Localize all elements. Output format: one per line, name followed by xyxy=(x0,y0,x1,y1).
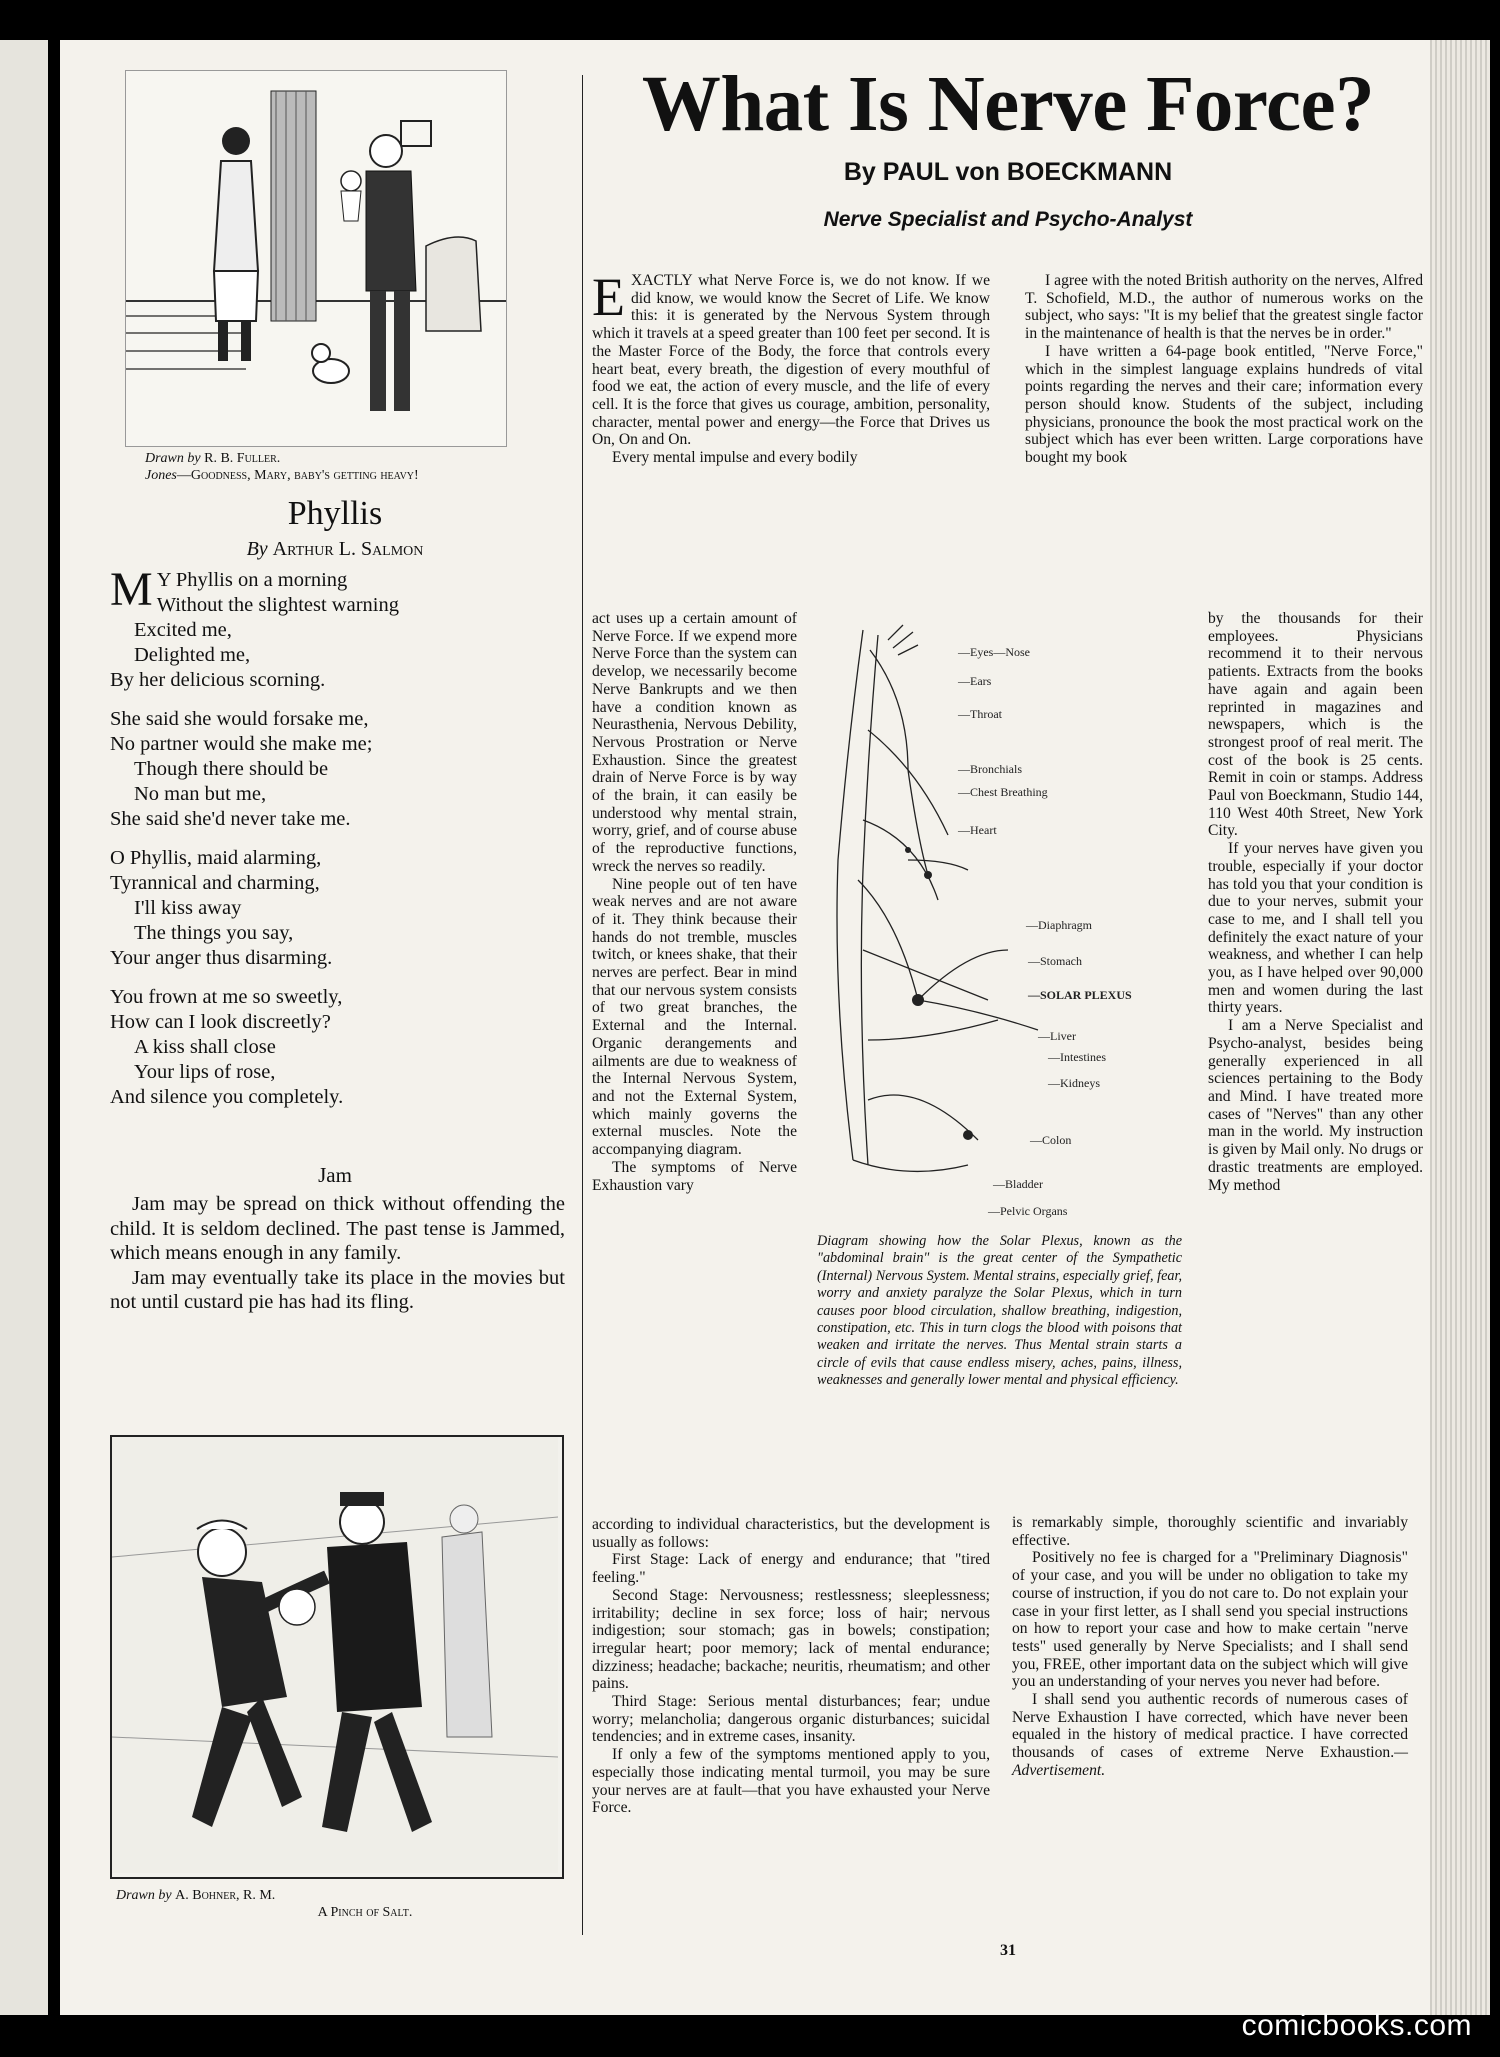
poem-stanza xyxy=(110,846,570,971)
poem-line: Your anger thus disarming. xyxy=(110,947,333,969)
diagram-label: —Bronchials xyxy=(958,762,1022,776)
site-watermark: comicbooks.com xyxy=(1241,2009,1472,2042)
poem-line: She said she would forsake me, xyxy=(110,708,369,730)
poem-line: Y Phyllis on a morning xyxy=(156,569,348,591)
article-paragraph: according to individual characteristics, but the development is usually as follows: xyxy=(592,1516,990,1551)
poem-line: A kiss shall close xyxy=(134,1036,276,1058)
page-number: 31 xyxy=(1000,1942,1016,1959)
poem-line: I'll kiss away xyxy=(134,897,242,919)
poem-line: Without the slightest warning xyxy=(156,594,399,616)
diagram-label: —SOLAR PLEXUS xyxy=(1028,988,1132,1002)
diagram-caption: Diagram showing how the Solar Plexus, known as the "abdominal brain" is the great center of the Sympathetic (Internal) Nervous System. Mental strains, especially grief, fear, worry and anxiety paralyze the Solar Plexus, which in turn causes poor blood circulation, shallow breathing, indigestion, constipation, etc. This in turn clogs the blood with poisons that weaken and irritate the nerves. Thus Mental strain starts a circle of evils that cause endless misery, aches, pains, illness, weaknesses and generally lower mental and physical efficiency. xyxy=(817,1233,1182,1389)
article-column-2-narrow xyxy=(1208,610,1423,1194)
magazine-page xyxy=(60,40,1430,2015)
jam-title: Jam xyxy=(318,1163,352,1187)
poem-line: How can I look discreetly? xyxy=(110,1011,331,1033)
article-paragraph: Second Stage: Nervousness; restlessness; sleeplessness; irritability; decline in sex force; loss of hair; nervous indigestion; sour stomach; gas in bowels; constipation; irregular heart; poor memory; lack of mental endurance; dizziness; headache; backache; neuritis, rheumatism; and other pains. xyxy=(592,1586,990,1693)
article-paragraph: The symptoms of Nerve Exhaustion vary xyxy=(592,1158,797,1194)
diagram-label: —Throat xyxy=(958,707,1002,721)
credit-prefix: Drawn by xyxy=(116,1888,172,1903)
poem-line: Your lips of rose, xyxy=(134,1061,276,1083)
article-paragraph: Nine people out of ten have weak nerves and are not aware of it. They think because their hands do not tremble, muscles twitch, or knees shake, that their nerves are perfect. Bear in mind that our nervous system consists of two great branches, the External and the Internal. Organic derangements and ailments are due to weakness of the Internal Nervous System, and not the External System, which mainly governs the external muscles. Note the accompanying diagram. xyxy=(592,875,797,1159)
article-column-1-bottom xyxy=(592,1516,990,1817)
nervous-system-diagram xyxy=(808,620,1198,1240)
poem-line: And silence you completely. xyxy=(110,1086,344,1108)
poem-body xyxy=(110,563,570,1124)
drop-cap: M xyxy=(110,563,153,616)
credit-prefix: Drawn by xyxy=(145,451,201,466)
diagram-label: —Kidneys xyxy=(1048,1076,1100,1090)
poem-byline: By Arthur L. Salmon xyxy=(246,538,424,560)
poem-stanza xyxy=(110,985,570,1110)
poem-line: No man but me, xyxy=(134,783,267,805)
article-paragraph: I am a Nerve Specialist and Psycho-analyst, besides being generally experienced in all sciences pertaining to the Body and Mind. I have treated more cases of "Nerves" than any other man in the world. My instruction is given by Mail only. No drugs or drastic treatments are employed. My method xyxy=(1208,1017,1423,1194)
article-paragraph: Third Stage: Serious mental disturbances; fear; undue worry; melancholia; dangerous organic disturbances; suicidal tendencies; and in extreme cases, insanity. xyxy=(592,1693,990,1746)
speaker-name: Jones xyxy=(145,468,177,483)
diagram-label: —Heart xyxy=(958,823,997,837)
cartoon-illustration-family xyxy=(125,70,507,447)
diagram-label: —Stomach xyxy=(1028,954,1082,968)
poem-author: Arthur L. Salmon xyxy=(272,538,424,560)
adjacent-page-edge xyxy=(0,40,48,2015)
cartoon-dialogue: —Goodness, Mary, baby's getting heavy! xyxy=(176,468,419,483)
poem-stanza xyxy=(110,563,570,693)
advertisement-tag: —Advertisement. xyxy=(1012,1744,1408,1779)
jam-paragraph: Jam may eventually take its place in the movies but not until custard pie has had its fling. xyxy=(110,1266,565,1313)
diagram-label: —Eyes—Nose xyxy=(958,645,1030,659)
diagram-label: —Intestines xyxy=(1048,1050,1106,1064)
article-column-1-narrow xyxy=(592,610,797,1194)
cartoon-title: A Pinch of Salt. xyxy=(317,1905,413,1920)
article-paragraph: I shall send you authentic records of numerous cases of Nerve Exhaustion I have corrected, which have never been equaled in the history of medical practice. I have corrected thousands of cases of extreme Nerve Exhaustion.—Advertisement. xyxy=(1012,1691,1408,1779)
article-column-1-top xyxy=(592,267,990,467)
diagram-label: —Ears xyxy=(958,674,992,688)
article-paragraph: I agree with the noted British authority on the nerves, Alfred T. Schofield, M.D., the author of numerous works on the subject, who says: "It is my belief that the greatest single factor in the maintenance of health is that the nerves be in order." xyxy=(1025,272,1423,343)
book-page-edges xyxy=(1430,40,1490,2015)
poem-line: Tyrannical and charming, xyxy=(110,872,320,894)
poem-title: Phyllis xyxy=(287,495,383,532)
poem-line: By her delicious scorning. xyxy=(110,669,326,691)
artist-name: A. Bohner, R. M. xyxy=(175,1888,276,1903)
article-paragraph: First Stage: Lack of energy and endurance; that "tired feeling." xyxy=(592,1551,990,1587)
poem-line: She said she'd never take me. xyxy=(110,808,351,830)
article-paragraph: act uses up a certain amount of Nerve Force. If we expend more Nerve Force than the system can develop, we necessarily become Nerve Bankrupts and we then have a condition known as Neurasthenia, Nervous Debility, Nervous Prostration or Nerve Exhaustion. Since the greatest drain of Nerve Force is by way of the brain, it can easily be understood why mental strain, worry, grief, and of course abuse of the reproductive functions, wreck the nerves so readily. xyxy=(592,610,797,875)
poem-stanza xyxy=(110,707,570,832)
diagram-label: —Liver xyxy=(1038,1029,1076,1043)
article-paragraph-start: Every mental impulse and every bodily xyxy=(612,449,858,467)
jam-text xyxy=(110,1192,565,1315)
artist-name: R. B. Fuller. xyxy=(204,451,281,466)
article-paragraph: I have written a 64-page book entitled, "Nerve Force," which in the simplest language explains hundreds of vital points regarding the nerves and their care; information every person should know. Students of the subject, including physicians, pronounce the book the most practical work on the subject which has ever been written. Large corporations have bought my book xyxy=(1025,342,1423,467)
article-paragraph: EXACTLY what Nerve Force is, we do not know. If we did know, we would know the Secret of Life. We know this: it is generated by the Nervous System through which it travels at a speed greater than 100 feet per second. It is the Master Force of the Body, the force that controls every heart beat, every breath, the digestion of every mouthful of food we eat, the action of every muscle, and the life of every cell. It is the force that gives us courage, ambition, personality, character, mental power and energy—the Force that Drives us On, On and On. xyxy=(592,267,990,449)
article-column-2-bottom xyxy=(1012,1514,1408,1780)
poem-line: No partner would she make me; xyxy=(110,733,373,755)
poem-line: Though there should be xyxy=(134,758,329,780)
poem-line: Delighted me, xyxy=(134,644,251,666)
cartoon-caption-top xyxy=(115,450,555,484)
cartoon-illustration-sailors xyxy=(110,1435,564,1879)
article-paragraph: is remarkably simple, thoroughly scientific and invariably effective. xyxy=(1012,1514,1408,1549)
article-headline: What Is Nerve Force? xyxy=(641,61,1375,148)
article-paragraph: Positively no fee is charged for a "Preliminary Diagnosis" of your case, and you will be under no obligation to take my course of instruction, if you do not care to. Do not explain your case in your first letter, as I shall send you special instructions on how to report your case and how to make certain "nerve tests" used generally by Nerve Specialists; and I shall send you, FREE, other important data on the subject which will give you an understanding of your nerves you never had before. xyxy=(1012,1549,1408,1691)
column-divider xyxy=(582,75,583,1935)
drop-cap: E xyxy=(592,267,625,327)
article-paragraph: If only a few of the symptoms mentioned apply to you, especially those indicating mental turmoil, you may be sure your nerves are at fault—that you have exhausted your Nerve Force. xyxy=(592,1746,990,1817)
diagram-label: —Pelvic Organs xyxy=(988,1204,1068,1218)
article-byline: By PAUL von BOECKMANN xyxy=(843,158,1173,186)
poem-line: Excited me, xyxy=(134,619,232,641)
diagram-label: —Bladder xyxy=(993,1177,1043,1191)
poem-line: The things you say, xyxy=(134,922,294,944)
diagram-label: —Diaphragm xyxy=(1026,918,1092,932)
diagram-label: —Colon xyxy=(1030,1133,1072,1147)
jam-paragraph: Jam may be spread on thick without offending the child. It is seldom declined. The past tense is Jammed, which means enough in any family. xyxy=(110,1193,565,1264)
article-column-2-top xyxy=(1025,272,1423,467)
diagram-label: —Chest Breathing xyxy=(958,785,1048,799)
cartoon-caption-bottom xyxy=(110,1887,560,1921)
article-paragraph: by the thousands for their employees. Physicians recommend it to their nervous patients. Extracts from the books have again and again been reprinted in magazines and newspapers, which is the strongest proof of real merit. The cost of the book is 25 cents. Remit in coin or stamps. Address Paul von Boeckmann, Studio 144, 110 West 40th Street, New York City. xyxy=(1208,610,1423,840)
article-subtitle: Nerve Specialist and Psycho-Analyst xyxy=(823,208,1193,231)
poem-line: O Phyllis, maid alarming, xyxy=(110,847,322,869)
poem-line: You frown at me so sweetly, xyxy=(110,986,343,1008)
article-paragraph: If your nerves have given you trouble, especially if your doctor has told you that your condition is due to your nerves, submit your case to me, and I shall tell you definitely the exact nature of your weakness, and whether I can help you, as I have helped over 90,000 men and women during the last thirty years. xyxy=(1208,840,1423,1017)
